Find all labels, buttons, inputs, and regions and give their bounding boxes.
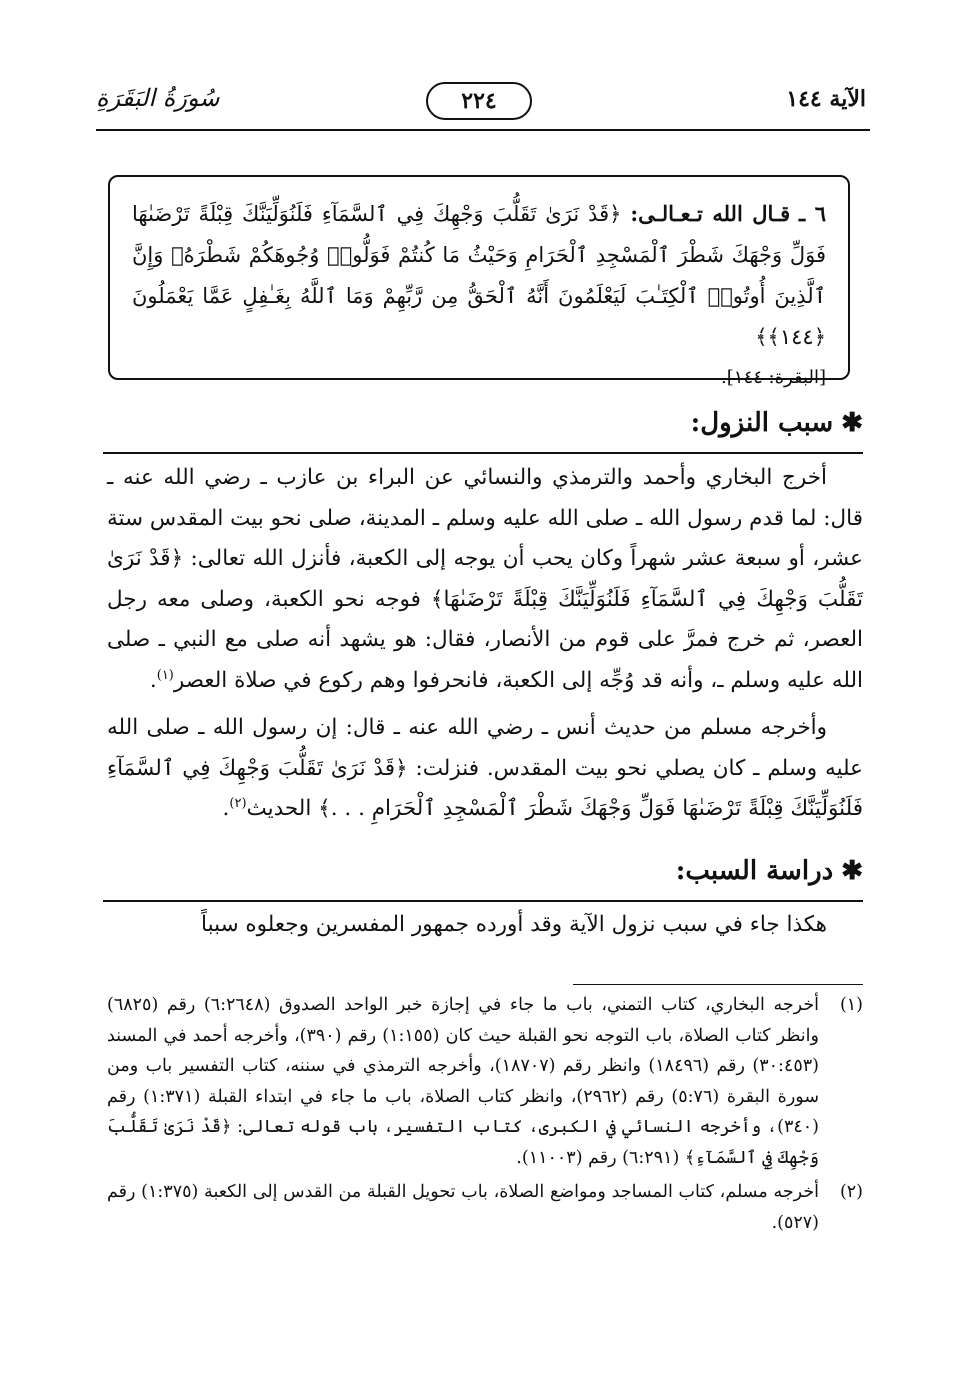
section-title: سبب النزول: <box>690 408 834 438</box>
footnote-text: أخرجه مسلم، كتاب المساجد ومواضع الصلاة، باب تحويل القبلة من القدس إلى الكعبة (١:٣٧٥) رقم (٥٢٧). <box>107 1182 819 1233</box>
header-page-number: ٢٢٤ <box>426 82 532 120</box>
paragraph: أخرج البخاري وأحمد والترمذي والنسائي عن البراء بن عازب ـ رضي الله عنه ـ قال: لما قدم رسول الله ـ صلى الله عليه وسلم ـ المدينة، صلى نحو بيت المقدس ستة عشر، أو سبعة عشر شهراً وكان يحب أن يوجه إلى الكعبة، فأنزل الله تعالى: ﴿قَدْ نَرَىٰ تَقَلُّبَ وَجْهِكَ فِي ٱلسَّمَآءِ فَلَنُوَلِّيَنَّكَ قِبْلَةً تَرْضَىٰهَا﴾ فوجه نحو الكعبة، وصلى معه رجل العصر، ثم خرج فمرَّ على قوم من الأنصار، فقال: هو يشهد أنه صلى مع النبي ـ صلى الله عليه وسلم ـ، وأنه قد وُجِّه إلى الكعبة، فانحرفوا وهم ركوع في صلاة العصر$^{(١)}$. <box>107 465 863 693</box>
section-title: دراسة السبب: <box>675 856 834 886</box>
footnote-item <box>107 990 863 1173</box>
footnote-text: أخرجه البخاري، كتاب التمني، باب ما جاء في إجازة خبر الواحد الصدوق (٦:٢٦٤٨) رقم (٦٨٢٥) وانظر كتاب الصلاة، باب التوجه نحو القبلة حيث كان (١:١٥٥) رقم (٣٩٠)، وأخرجه أحمد في المسند (٣٠:٤٥٣) رقم (١٨٤٩٦) وانظر رقم (١٨٧٠٧)، وأخرجه الترمذي في سننه، كتاب التفسير باب ومن سورة البقرة (٥:٧٦) رقم (٢٩٦٢)، وانظر كتاب الصلاة، باب ما جاء في ابتداء القبلة (١:٣٧١) رقم (٣٤٠)، وأخرجه النسائي في الكبرى، كتاب التفسير، باب قوله تعالى: ﴿قَدْ نَرَىٰ تَقَلُّبَ وَجْهِكَ فِي ٱلسَّمَآءِ﴾ (٦:٢٩١) رقم (١١٠٠٣). <box>107 995 820 1168</box>
star-bullet-icon: ✱ <box>841 856 863 886</box>
footnote-divider <box>573 984 863 985</box>
verse-text-block <box>132 193 826 358</box>
footnote-item <box>107 1177 863 1238</box>
paragraph: وأخرجه مسلم من حديث أنس ـ رضي الله عنه ـ قال: إن رسول الله ـ صلى الله عليه وسلم ـ كان يصلي نحو بيت المقدس. فنزلت: ﴿قَدْ نَرَىٰ تَقَلُّبَ وَجْهِكَ فِي ٱلسَّمَآءِ فَلَنُوَلِّيَنَّكَ قِبْلَةً تَرْضَىٰهَا فَوَلِّ وَجْهَكَ شَطْرَ ٱلْمَسْجِدِ ٱلْحَرَامِ . . .﴾ الحديث$^{(٢)}$. <box>107 715 863 821</box>
verse-box <box>108 175 850 388</box>
star-bullet-icon: ✱ <box>841 408 863 438</box>
footnote-number: (٢) <box>839 1182 863 1202</box>
verse-number: ٦ ـ <box>799 201 826 226</box>
footnote-marker[interactable]: (١) <box>156 667 174 683</box>
section-body-revelation-cause <box>107 458 863 837</box>
verse-reference: [البقرة: ١٤٤]. <box>721 367 826 388</box>
footnote-number: (١) <box>839 995 863 1015</box>
section-heading-cause-study <box>103 856 863 902</box>
section-heading-revelation-cause <box>103 408 863 454</box>
footnote-marker[interactable]: (٢) <box>229 795 247 811</box>
footnotes <box>107 990 863 1242</box>
header-divider <box>96 129 870 131</box>
verse-intro: قـال الله تـعـالـى: <box>630 201 791 226</box>
section-body-cause-study <box>107 905 863 953</box>
quran-verse: ﴿قَدْ نَرَىٰ تَقَلُّبَ وَجْهِكَ فِي ٱلسَّمَآءِ فَلَنُوَلِّيَنَّكَ قِبْلَةً تَرْضَىٰهَا فَوَلِّ وَجْهَكَ شَطْرَ ٱلْمَسْجِدِ ٱلْحَرَامِ وَحَيْثُ مَا كُنتُمْ فَوَلُّوا۟ وُجُوهَكُمْ شَطْرَهُۥ وَإِنَّ ٱلَّذِينَ أُوتُوا۟ ٱلْكِتَـٰبَ لَيَعْلَمُونَ أَنَّهُ ٱلْحَقُّ مِن رَّبِّهِمْ وَمَا ٱللَّهُ بِغَـٰفِلٍ عَمَّا يَعْمَلُونَ ﴿١٤٤﴾﴾ <box>132 202 826 349</box>
header-surah-name: سُورَةُ البَقَرَةِ <box>96 84 220 112</box>
header-ayah-label: الآية ١٤٤ <box>786 86 866 112</box>
running-header <box>96 82 866 122</box>
paragraph: هكذا جاء في سبب نزول الآية وقد أورده جمهور المفسرين وجعلوه سبباً <box>201 912 827 937</box>
